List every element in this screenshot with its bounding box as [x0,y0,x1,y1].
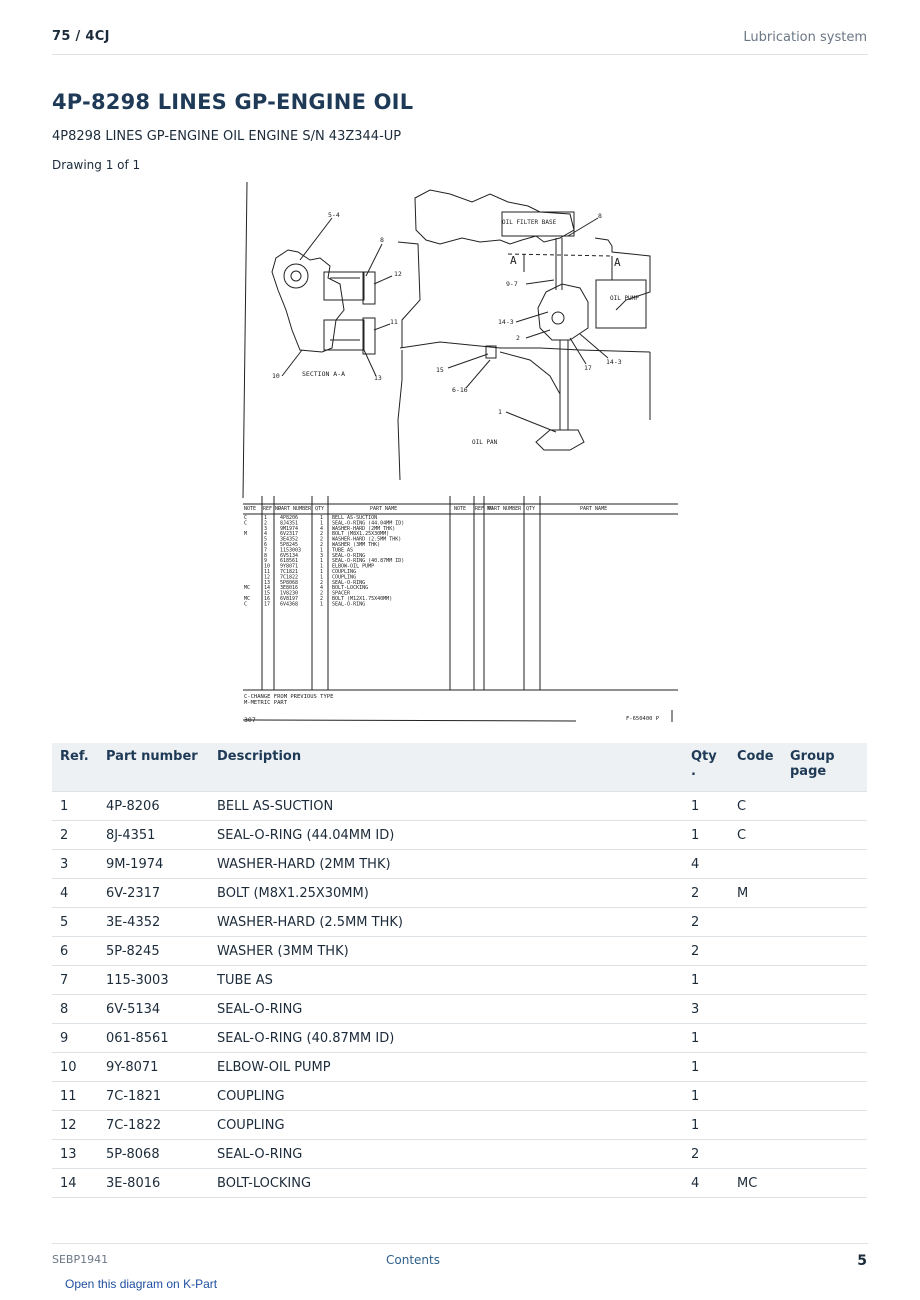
frame-line [243,182,247,498]
group-page-cell [782,937,867,966]
inset-cell: COUPLING [332,569,357,575]
code-cell: C [729,821,782,850]
table-row [52,879,867,908]
callout-label: 12 [394,270,402,278]
inset-note: M-METRIC PART [244,700,288,706]
inset-cell: 15 [264,590,271,597]
callout-label: 13 [374,374,382,382]
drawing-label: Drawing 1 of 1 [52,158,141,172]
inset-cell: 4 [320,525,324,532]
code-cell [729,1082,782,1111]
col-header-code: Code [729,743,782,792]
inset-cell: BOLT (M12X1.75X40MM) [332,596,393,602]
inset-cell: C [244,601,248,608]
inset-cell: 3E8016 [280,585,299,592]
callout-label: 17 [584,364,592,372]
description-cell: BELL AS-SUCTION [209,792,683,821]
inset-cell: 5P8245 [280,542,299,548]
part-number-cell: 9Y-8071 [98,1053,209,1082]
parts-table-body [52,792,867,1198]
group-page-cell [782,1024,867,1053]
inset-cell: 1 [320,563,324,570]
inset-cell: 8 [264,552,268,559]
group-page-cell [782,850,867,879]
inset-cell: 8J4351 [280,520,299,527]
inset-cell: 9M1974 [280,525,299,532]
inset-cell: 7C1822 [280,574,299,581]
code-cell [729,908,782,937]
group-page-cell [782,1053,867,1082]
table-header-row [52,743,867,792]
qty-cell: 4 [683,850,729,879]
inset-table-notes [244,694,660,724]
group-page-cell [782,1082,867,1111]
inset-cell: 13 [264,579,271,586]
qty-cell: 2 [683,1140,729,1169]
col-header-part-number: Part number [98,743,209,792]
qty-cell: 1 [683,966,729,995]
inset-cell: M [244,531,248,538]
group-page-cell [782,879,867,908]
ref-cell: 11 [52,1082,98,1111]
inset-header: PART NUMBER [278,506,312,512]
inset-cell: C [244,520,248,527]
inset-note: C-CHANGE FROM PREVIOUS TYPE [244,694,334,700]
inset-cell: 16 [264,596,271,602]
part-number-cell: 061-8561 [98,1024,209,1053]
callout-label: 9-7 [506,280,518,288]
inset-cell: 4 [320,585,324,592]
inset-cell: 1 [320,520,324,527]
page-reference: 75 / 4CJ [52,29,110,44]
inset-cell: 2 [264,520,268,527]
code-cell: M [729,879,782,908]
callout-leaders [282,218,608,432]
page-number: 5 [857,1253,867,1269]
callout-label: 14-3 [498,318,514,326]
ref-cell: 4 [52,879,98,908]
description-cell: ELBOW-OIL PUMP [209,1053,683,1082]
description-cell: WASHER (3MM THK) [209,937,683,966]
parts-table [52,743,867,1198]
inset-cell: 1 [264,515,268,521]
inset-cell: 17 [264,601,271,608]
inset-cell: 1 [320,569,324,575]
group-page-cell [782,995,867,1024]
table-row [52,1024,867,1053]
ref-cell: 14 [52,1169,98,1198]
col-header-ref: Ref. [52,743,98,792]
description-cell: SEAL-O-RING [209,1140,683,1169]
inset-cell: 1 [320,547,324,554]
inset-parts-table [243,496,678,722]
inset-cell: MC [244,596,251,602]
ref-cell: 13 [52,1140,98,1169]
description-cell: BOLT (M8X1.25X30MM) [209,879,683,908]
table-row [52,1053,867,1082]
inset-cell: 1V8230 [280,590,299,597]
inset-cell: 1 [320,515,324,521]
code-cell [729,966,782,995]
inset-cell: 6V8197 [280,596,299,602]
callout-label: SECTION A-A [302,370,346,378]
qty-cell: 1 [683,1082,729,1111]
inset-cell: SPACER [332,590,351,597]
inset-cell: WASHER (3MM THK) [332,542,381,548]
inset-header: NOTE [244,506,257,512]
inset-cell: MC [244,585,251,592]
inset-cell: 9 [264,558,268,565]
section-name: Lubrication system [743,30,867,45]
code-cell [729,850,782,879]
header-divider [52,54,868,55]
code-cell: MC [729,1169,782,1198]
callout-label: OIL PAN [472,439,498,446]
inset-cell: C [244,515,248,521]
ref-cell: 3 [52,850,98,879]
inset-header: REF NO [263,506,282,512]
contents-link[interactable]: Contents [386,1253,440,1267]
table-row [52,937,867,966]
description-cell: BOLT-LOCKING [209,1169,683,1198]
footer-divider [52,1243,868,1244]
inset-cell: ELBOW-OIL PUMP [332,563,375,570]
ref-cell: 7 [52,966,98,995]
callout-label: 15 [436,366,444,374]
inset-cell: 1153003 [280,547,302,554]
inset-cell: 5 [264,536,268,543]
code-cell [729,1111,782,1140]
callout-label: 8 [598,212,602,220]
table-row [52,1111,867,1140]
code-cell [729,937,782,966]
ref-cell: 5 [52,908,98,937]
inset-cell: 1 [320,558,324,565]
inset-header: QTY [315,506,325,512]
inset-figure-id: F-650400 P [626,716,660,722]
part-number-cell: 8J-4351 [98,821,209,850]
code-cell: C [729,792,782,821]
table-row [52,792,867,821]
code-cell [729,1053,782,1082]
diagram-labels [272,211,639,446]
inset-cell: 3 [264,525,268,532]
callout-label: 10 [272,372,280,380]
qty-cell: 1 [683,821,729,850]
callout-label: 5-4 [328,211,340,219]
table-row [52,995,867,1024]
inset-cell: 9Y8071 [280,563,299,570]
parts-diagram-svg [240,180,680,725]
inset-cell: SEAL-O-RING [332,552,366,559]
part-number-cell: 7C-1821 [98,1082,209,1111]
engine-block-figure [398,190,650,480]
inset-cell: 6V4368 [280,601,299,608]
section-marker: A [614,256,621,269]
inset-cell: WASHER-HARD (2.5MM THK) [332,536,402,543]
inset-cell: 5P8068 [280,579,299,586]
description-cell: TUBE AS [209,966,683,995]
part-number-cell: 3E-4352 [98,908,209,937]
inset-cell: SEAL-O-RING [332,601,366,608]
inset-cell: 6V5134 [280,552,299,559]
inset-cell: 12 [264,574,271,581]
page-subtitle: 4P8298 LINES GP-ENGINE OIL ENGINE S/N 43Z344-UP [52,129,402,144]
group-page-cell [782,821,867,850]
inset-cell: 14 [264,585,271,592]
inset-cell: 4P8206 [280,515,299,521]
page-title: 4P-8298 LINES GP-ENGINE OIL [52,90,414,114]
inset-cell: 11 [264,569,271,575]
ref-cell: 2 [52,821,98,850]
callout-label: 11 [390,318,398,326]
part-number-cell: 7C-1822 [98,1111,209,1140]
ref-cell: 8 [52,995,98,1024]
inset-cell: 1 [320,601,324,608]
code-cell [729,995,782,1024]
description-cell: COUPLING [209,1111,683,1140]
inset-cell: 2 [320,596,324,602]
callout-label: OIL PUMP [610,295,639,302]
inset-cell: SEAL-O-RING (40.87MM ID) [332,558,405,565]
inset-cell: 618561 [280,558,299,565]
table-row [52,850,867,879]
table-row [52,821,867,850]
description-cell: WASHER-HARD (2.5MM THK) [209,908,683,937]
group-page-cell [782,1111,867,1140]
part-number-cell: 4P-8206 [98,792,209,821]
inset-cell: 2 [320,579,324,586]
document-id: SEBP1941 [52,1253,109,1266]
ref-cell: 10 [52,1053,98,1082]
table-row [52,1169,867,1198]
part-number-cell: 6V-2317 [98,879,209,908]
inset-page-number: 307 [244,716,256,724]
inset-cell: 2 [320,531,324,538]
qty-cell: 1 [683,792,729,821]
part-number-cell: 5P-8068 [98,1140,209,1169]
code-cell [729,1024,782,1053]
inset-cell: 10 [264,563,271,570]
code-cell [729,1140,782,1169]
description-cell: COUPLING [209,1082,683,1111]
callout-label: OIL FILTER BASE [502,219,557,226]
group-page-cell [782,908,867,937]
ref-cell: 6 [52,937,98,966]
qty-cell: 4 [683,1169,729,1198]
col-header-group-page: Group page [782,743,867,792]
qty-cell: 1 [683,1024,729,1053]
table-row [52,1082,867,1111]
inset-header: PART NUMBER [488,506,522,512]
inset-cell: 2 [320,536,324,543]
parts-diagram[interactable] [240,180,680,725]
inset-cell: 6 [264,542,268,548]
inset-cell: BELL AS-SUCTION [332,515,378,521]
inset-cell: 2 [320,542,324,548]
part-number-cell: 3E-8016 [98,1169,209,1198]
description-cell: SEAL-O-RING (44.04MM ID) [209,821,683,850]
qty-cell: 2 [683,908,729,937]
inset-cell: BOLT (M8X1.25X30MM) [332,531,390,538]
group-page-cell [782,1169,867,1198]
qty-cell: 2 [683,937,729,966]
inset-header: NOTE [454,506,467,512]
inset-cell: 3 [320,552,324,559]
callout-label: 1 [498,408,502,416]
inset-cell: 7C1821 [280,569,299,575]
open-diagram-link[interactable]: Open this diagram on K-Part [65,1277,218,1291]
qty-cell: 3 [683,995,729,1024]
ref-cell: 12 [52,1111,98,1140]
description-cell: SEAL-O-RING [209,995,683,1024]
col-header-description: Description [209,743,683,792]
inset-table-rows [244,515,404,607]
inset-cell: TUBE AS [332,547,354,554]
inset-cell: 4 [264,531,268,538]
inset-cell: 6V2317 [280,531,299,538]
ref-cell: 1 [52,792,98,821]
qty-cell: 2 [683,879,729,908]
ref-cell: 9 [52,1024,98,1053]
table-row [52,1140,867,1169]
inset-cell: 2 [320,590,324,597]
description-cell: SEAL-O-RING (40.87MM ID) [209,1024,683,1053]
inset-header: QTY [526,506,536,512]
description-cell: WASHER-HARD (2MM THK) [209,850,683,879]
inset-cell: BOLT-LOCKING [332,585,369,592]
inset-cell: COUPLING [332,574,357,581]
inset-cell: 3E4352 [280,536,299,543]
col-header-qty: Qty . [683,743,729,792]
section-aa-figure [272,250,375,354]
qty-cell: 1 [683,1111,729,1140]
inset-cell: SEAL-O-RING (44.04MM ID) [332,520,405,527]
part-number-cell: 6V-5134 [98,995,209,1024]
section-marker: A [510,254,517,267]
group-page-cell [782,966,867,995]
inset-cell: SEAL-O-RING [332,579,366,586]
table-row [52,966,867,995]
callout-label: 14-3 [606,358,622,366]
part-number-cell: 9M-1974 [98,850,209,879]
inset-table-headers [244,506,607,512]
inset-cell: 7 [264,547,268,554]
inset-cell: 1 [320,574,324,581]
group-page-cell [782,792,867,821]
callout-label: 8 [380,236,384,244]
inset-cell: WASHER-HARD (2MM THK) [332,525,396,532]
part-number-cell: 5P-8245 [98,937,209,966]
callout-label: 6-16 [452,386,468,394]
part-number-cell: 115-3003 [98,966,209,995]
table-row [52,908,867,937]
inset-header: PART NAME [580,506,608,512]
callout-label: 2 [516,334,520,342]
inset-header: PART NAME [370,506,398,512]
group-page-cell [782,1140,867,1169]
qty-cell: 1 [683,1053,729,1082]
inset-header: REF NO [475,506,494,512]
